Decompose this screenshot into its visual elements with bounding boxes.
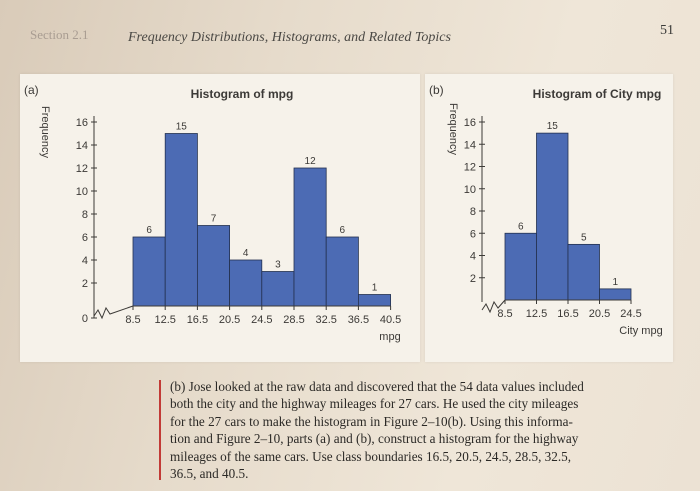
page-number: 51: [660, 23, 674, 38]
histogram-mpg-chart: [20, 74, 420, 362]
y-axis-label: Frequency: [447, 103, 459, 155]
histogram-panel-b: [425, 74, 673, 362]
panel-label: (a): [24, 83, 39, 97]
x-tick-label: 20.5: [218, 314, 241, 326]
histogram-bar: [600, 289, 632, 300]
y-tick-label: 16: [463, 117, 476, 129]
y-axis-label: Frequency: [39, 106, 51, 158]
y-tick-label: 12: [463, 161, 476, 174]
histogram-bar: [537, 133, 569, 300]
y-tick-label: 4: [81, 255, 88, 267]
x-tick-label: 28.5: [283, 314, 305, 326]
y-tick-label: 16: [75, 117, 88, 129]
x-tick-label: 12.5: [154, 314, 176, 326]
y-tick-label: 10: [463, 183, 476, 196]
x-axis-label: City mpg: [619, 325, 663, 337]
y-tick-label: 2: [469, 272, 476, 285]
bar-value-label: 15: [175, 121, 187, 133]
section-label: Section 2.1: [30, 27, 89, 42]
exercise-line: (b) Jose looked at the raw data and discovered that the 54 data values included: [170, 379, 584, 394]
x-tick-label: 40.5: [379, 314, 402, 326]
x-tick-label: 8.5: [497, 308, 513, 320]
y-tick-label: 0: [81, 313, 88, 325]
histogram-bar: [262, 272, 294, 307]
exercise-line: for the 27 cars to make the histogram in Figure 2–10(b). Using this informa-: [170, 413, 573, 429]
y-tick-label: 8: [469, 206, 476, 218]
bar-value-label: 1: [371, 282, 378, 294]
chart-title: Histogram of City mpg: [532, 87, 662, 101]
histogram-bar: [505, 233, 537, 300]
histogram-bar: [358, 295, 390, 307]
running-title: Frequency Distributions, Histograms, and Related Topics: [128, 30, 451, 45]
y-tick-label: 6: [469, 228, 476, 241]
x-tick-label: 36.5: [347, 314, 370, 326]
exercise-line: tion and Figure 2–10, parts (a) and (b), construct a histogram for the highway: [170, 431, 579, 447]
histogram-city-mpg-chart: [425, 74, 673, 362]
histogram-bar: [568, 244, 600, 300]
exercise-line: mileages of the same cars. Use class boundaries 16.5, 20.5, 24.5, 28.5, 32.5,: [170, 448, 572, 464]
histogram-bar: [165, 134, 197, 307]
bar-value-label: 6: [339, 225, 346, 236]
bar-value-label: 6: [517, 221, 524, 233]
histogram-bar: [197, 226, 229, 307]
bar-value-label: 1: [612, 276, 619, 288]
bar-value-label: 15: [546, 121, 558, 133]
bar-value-label: 5: [580, 232, 587, 244]
y-tick-label: 8: [81, 209, 88, 221]
x-tick-label: 12.5: [525, 308, 548, 320]
exercise-line: 36.5, and 40.5.: [170, 466, 249, 482]
y-tick-label: 14: [75, 140, 88, 152]
histogram-bar: [294, 168, 326, 306]
bar-value-label: 6: [146, 225, 152, 236]
y-tick-label: 2: [81, 278, 88, 290]
y-tick-label: 14: [463, 139, 476, 152]
y-tick-label: 6: [81, 232, 88, 244]
x-tick-label: 8.5: [125, 314, 141, 326]
margin-rule: [159, 380, 161, 480]
histogram-panel-a: [20, 74, 420, 362]
x-tick-label: 32.5: [315, 314, 337, 326]
x-tick-label: 16.5: [186, 314, 209, 326]
y-tick-label: 12: [75, 163, 88, 175]
x-axis-label: mpg: [379, 331, 401, 343]
x-tick-label: 20.5: [588, 308, 611, 320]
chart-title: Histogram of mpg: [190, 87, 294, 101]
y-tick-label: 10: [75, 186, 88, 198]
x-tick-label: 24.5: [251, 314, 273, 326]
bar-value-label: 3: [275, 259, 281, 271]
x-tick-label: 24.5: [620, 308, 642, 320]
bar-value-label: 4: [242, 248, 249, 259]
x-tick-label: 16.5: [557, 308, 579, 320]
bar-value-label: 7: [210, 213, 217, 225]
panel-label: (b): [429, 83, 444, 97]
histogram-bar: [133, 237, 165, 306]
bar-value-label: 12: [304, 156, 316, 167]
exercise-paragraph: [170, 378, 680, 482]
histogram-bar: [326, 237, 358, 306]
histogram-bar: [230, 260, 262, 306]
exercise-line: both the city and the highway mileages for 27 cars. He used the city mileages: [170, 396, 579, 412]
y-tick-label: 4: [469, 250, 476, 263]
